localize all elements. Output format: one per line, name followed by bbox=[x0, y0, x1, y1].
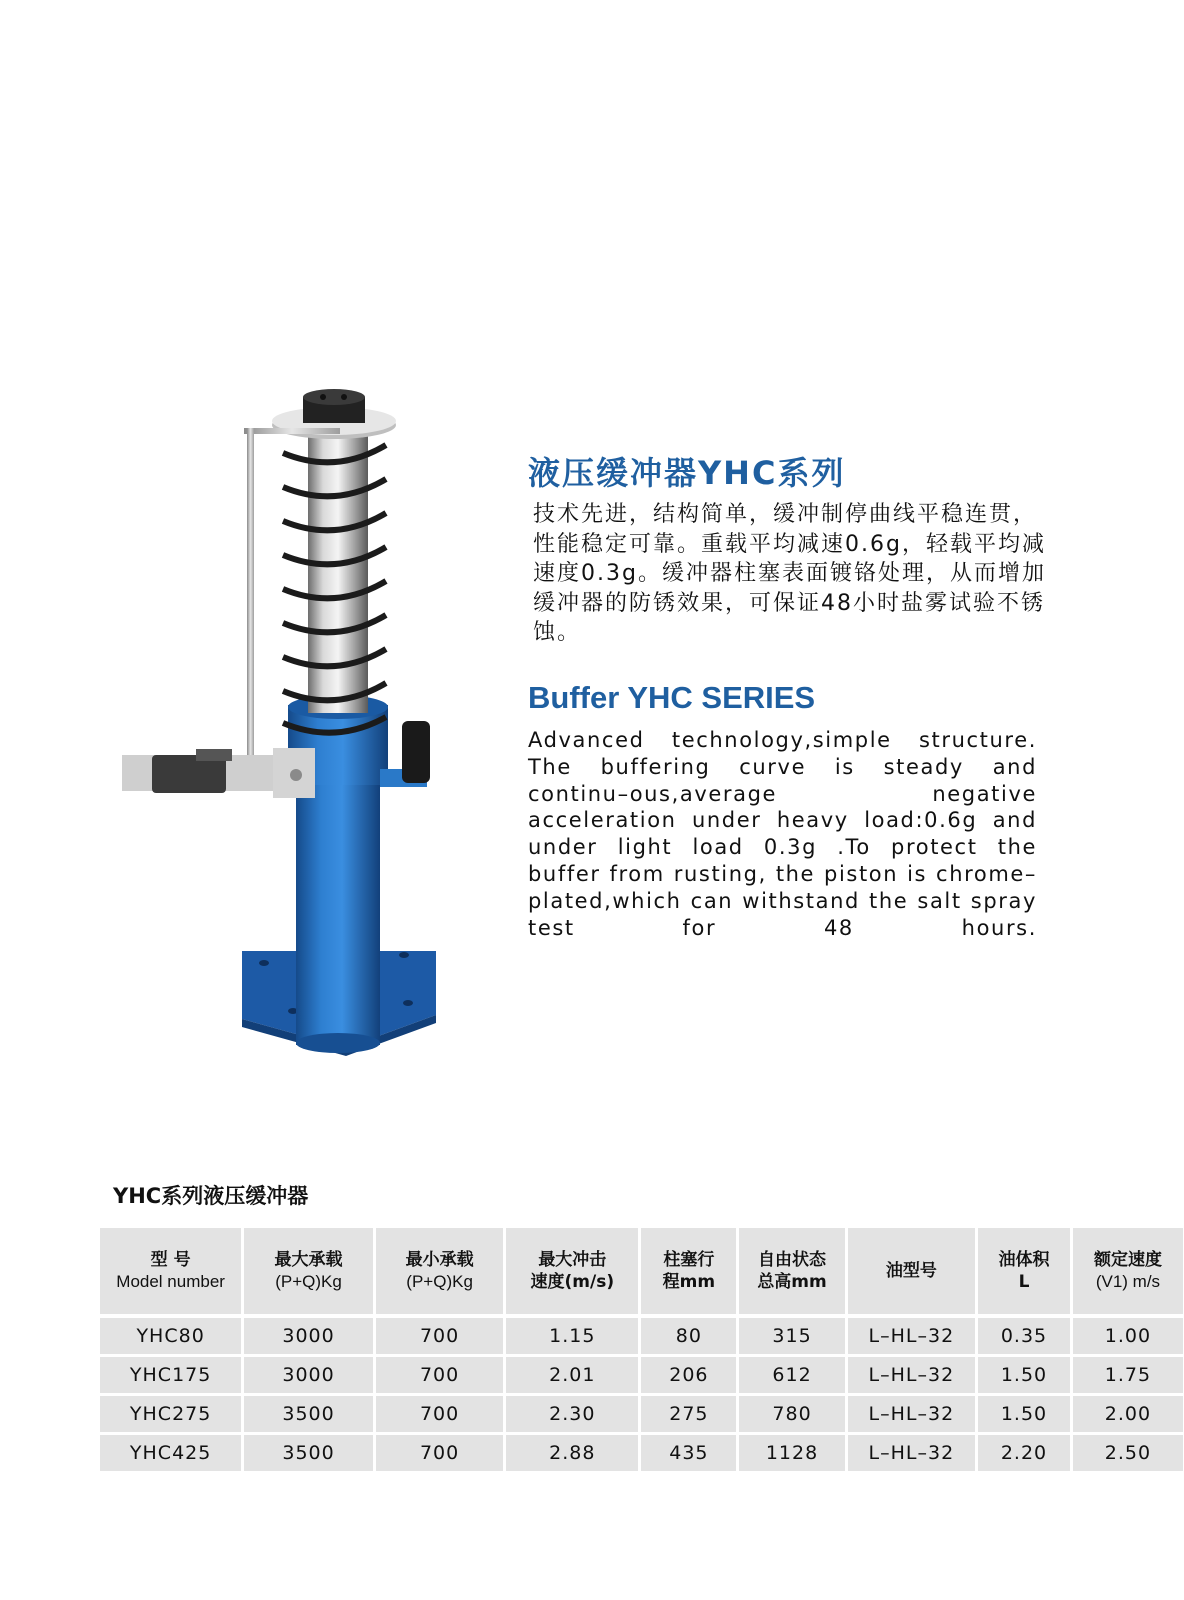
cell-min-load: 700 bbox=[374, 1395, 504, 1434]
header-oil-volume: 油体积 L bbox=[977, 1228, 1072, 1316]
product-title-en: Buffer YHC SERIES bbox=[528, 680, 816, 715]
header-rated-speed: 额定速度 (V1) m/s bbox=[1071, 1228, 1183, 1316]
cell-rated-speed: 2.50 bbox=[1071, 1434, 1183, 1473]
cell-oil-volume: 2.20 bbox=[977, 1434, 1072, 1473]
cell-plunger-stroke: 275 bbox=[640, 1395, 738, 1434]
product-title-cn: 液压缓冲器YHC系列 bbox=[528, 454, 846, 492]
cell-oil-volume: 1.50 bbox=[977, 1395, 1072, 1434]
product-description-cn: 技术先进，结构简单，缓冲制停曲线平稳连贯，性能稳定可靠。重载平均减速0.6g，轻载平均减速度0.3g。缓冲器柱塞表面镀铬处理，从而增加缓冲器的防锈效果，可保证48小时盐雾试验不锈蚀。 bbox=[533, 502, 1046, 645]
table-row bbox=[100, 1395, 1183, 1434]
cell-min-load: 700 bbox=[374, 1434, 504, 1473]
cell-oil-type: L–HL–32 bbox=[846, 1356, 976, 1395]
cell-max-impact-speed: 1.15 bbox=[505, 1316, 640, 1356]
table-row bbox=[100, 1356, 1183, 1395]
cell-oil-volume: 0.35 bbox=[977, 1316, 1072, 1356]
cell-max-load: 3000 bbox=[243, 1356, 375, 1395]
table-header-row bbox=[100, 1228, 1183, 1316]
cell-rated-speed: 1.00 bbox=[1071, 1316, 1183, 1356]
cell-model: YHC80 bbox=[100, 1316, 243, 1356]
cell-plunger-stroke: 435 bbox=[640, 1434, 738, 1473]
cell-model: YHC425 bbox=[100, 1434, 243, 1473]
table-row bbox=[100, 1434, 1183, 1473]
spec-table bbox=[100, 1228, 1183, 1474]
cell-free-height: 315 bbox=[738, 1316, 846, 1356]
cell-oil-type: L–HL–32 bbox=[846, 1316, 976, 1356]
cell-max-impact-speed: 2.30 bbox=[505, 1395, 640, 1434]
cell-max-load: 3500 bbox=[243, 1395, 375, 1434]
header-free-height: 自由状态 总高mm bbox=[738, 1228, 846, 1316]
cell-max-impact-speed: 2.88 bbox=[505, 1434, 640, 1473]
header-plunger-stroke: 柱塞行 程mm bbox=[640, 1228, 738, 1316]
cell-free-height: 612 bbox=[738, 1356, 846, 1395]
cell-rated-speed: 2.00 bbox=[1071, 1395, 1183, 1434]
cell-plunger-stroke: 206 bbox=[640, 1356, 738, 1395]
cell-max-impact-speed: 2.01 bbox=[505, 1356, 640, 1395]
spec-table-title: YHC系列液压缓冲器 bbox=[113, 1184, 309, 1208]
header-max-load: 最大承载 (P+Q)Kg bbox=[243, 1228, 375, 1316]
cell-max-load: 3000 bbox=[243, 1316, 375, 1356]
cell-rated-speed: 1.75 bbox=[1071, 1356, 1183, 1395]
cell-model: YHC275 bbox=[100, 1395, 243, 1434]
header-oil-type: 油型号 bbox=[846, 1228, 976, 1316]
header-model: 型 号 Model number bbox=[100, 1228, 243, 1316]
cell-plunger-stroke: 80 bbox=[640, 1316, 738, 1356]
table-row bbox=[100, 1316, 1183, 1356]
cell-free-height: 1128 bbox=[738, 1434, 846, 1473]
header-max-impact-speed: 最大冲击 速度(m/s) bbox=[505, 1228, 640, 1316]
cell-oil-type: L–HL–32 bbox=[846, 1434, 976, 1473]
cell-free-height: 780 bbox=[738, 1395, 846, 1434]
product-description-en: Advanced technology,simple structure. The buffering curve is steady and continu–ous,average negative acceleration under heavy load:0.6g and under light load 0.3g .To protect the buffer from rusting, the piston is chrome–plated,which can withstand the salt spray test for 48 hours. bbox=[528, 728, 1037, 940]
header-min-load: 最小承载 (P+Q)Kg bbox=[374, 1228, 504, 1316]
cell-oil-volume: 1.50 bbox=[977, 1356, 1072, 1395]
cell-min-load: 700 bbox=[374, 1356, 504, 1395]
cell-model: YHC175 bbox=[100, 1356, 243, 1395]
cell-max-load: 3500 bbox=[243, 1434, 375, 1473]
cell-oil-type: L–HL–32 bbox=[846, 1395, 976, 1434]
cell-min-load: 700 bbox=[374, 1316, 504, 1356]
hydraulic-buffer-icon bbox=[118, 383, 448, 1073]
